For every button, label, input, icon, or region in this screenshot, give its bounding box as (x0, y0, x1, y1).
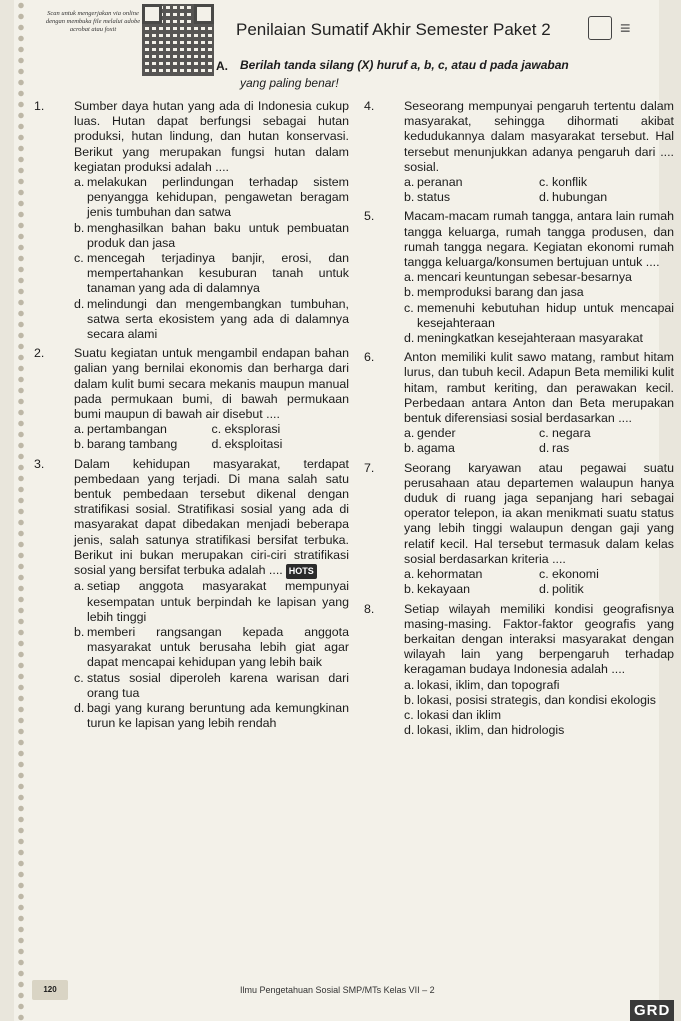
option-c[interactable]: c. konflik (539, 175, 588, 190)
question-text: Dalam kehidupan masyarakat, terdapat pembedaan yang terjadi. Di mana salah satu bentuk pembedaan tersebut dikenal dengan stratifikasi sosial. Stratifikasi sosial yang ada di masyarakat dapat dibedakan menjadi beberapa jenis, salah satunya stratifikasi bersifat terbuka. Berikut ini bukan merupakan ciri-ciri stratifikasi sosial yang bersifat terbuka adalah .... (74, 456, 349, 578)
option-a[interactable]: a. lokasi, iklim, dan topografi (404, 677, 560, 692)
question-6 (364, 350, 674, 456)
option-a[interactable]: a. kehormatan (404, 567, 483, 582)
instruction-line-1: Berilah tanda silang (X) huruf a, b, c, atau d pada jawaban (240, 58, 569, 72)
option-b[interactable]: b. barang tambang (74, 437, 178, 452)
page-title: Penilaian Sumatif Akhir Semester Paket 2 (236, 20, 551, 39)
question-text: Sumber daya hutan yang ada di Indonesia cukup luas. Hutan dapat berfungsi sebagai hutan produksi, hutan lindung, dan hutan konservasi. Berikut yang merupakan fungsi hutan dalam kegiatan produksi adalah .... (74, 99, 349, 174)
qr-caption: Scan untuk mengerjakan via online dengan membuka file melalui adobe acrobat atau foxit (45, 10, 141, 33)
option-a[interactable]: a. gender (404, 426, 456, 441)
page-number: 120 (32, 980, 68, 1000)
option-d[interactable]: d. bagi yang kurang beruntung ada kemungkinan turun ke lapisan yang lebih rendah (74, 700, 349, 731)
question-number: 4. (364, 99, 375, 113)
question-text: Seseorang mempunyai pengaruh tertentu dalam masyarakat, sehingga dihormati akibat kedudukannya dalam masyarakat tersebut. Hal tersebut menunjukkan adanya pengaruh dari .... sosial. (404, 99, 674, 174)
option-b[interactable]: b. lokasi, posisi strategis, dan kondisi ekologis (404, 692, 656, 707)
qr-code-icon[interactable] (142, 4, 214, 76)
question-number: 7. (364, 460, 375, 475)
option-d[interactable]: d. meningkatkan kesejahteraan masyarakat (404, 331, 643, 346)
qr-section (32, 4, 222, 84)
question-text: Seorang karyawan atau pegawai suatu perusahaan atau departemen walaupun hanya duduk di ruang jaga sepanjang hari sebagai operator telepon, ia akan menikmati suatu status yang lebih tinggi walaupun dengan gaji yang relatif kecil. Hal tersebut termasuk dalam kelas sosial berdasarkan kriteria .... (404, 460, 674, 566)
question-text: Suatu kegiatan untuk mengambil endapan bahan galian yang bernilai ekonomis dan berharga dari dalam kulit bumi secara mekanis maupun manual pada permukaan bumi, di bawah permukaan bumi maupun di bawah air disebut .... (74, 346, 349, 422)
question-4 (364, 99, 674, 205)
menu-icon: ≡ (620, 18, 631, 38)
question-number: 6. (364, 350, 375, 365)
worksheet-page (14, 0, 674, 1021)
option-c[interactable]: c. negara (539, 426, 591, 441)
option-b[interactable]: b. memberi rangsangan kepada anggota masyarakat untuk berusaha lebih giat agar dapat mencapai kehidupan yang lebih baik (74, 624, 349, 670)
right-column (364, 99, 674, 738)
question-7 (364, 461, 674, 598)
option-d[interactable]: d. melindungi dan mengembangkan tumbuhan, satwa serta ekosistem yang ada di dalamnya secara alami (74, 296, 349, 342)
question-8 (364, 602, 674, 739)
option-d[interactable]: d. hubungan (539, 190, 608, 205)
left-column (34, 99, 349, 731)
option-b[interactable]: b. status (404, 190, 451, 205)
option-a[interactable]: a. pertambangan (74, 422, 167, 437)
option-c[interactable]: c. lokasi dan iklim (404, 707, 502, 722)
question-number: 1. (34, 99, 45, 113)
question-number: 5. (364, 209, 375, 224)
section-letter: A. (216, 59, 228, 73)
question-number: 2. (34, 346, 45, 361)
option-b[interactable]: b. memproduksi barang dan jasa (404, 285, 584, 300)
question-text: Macam-macam rumah tangga, antara lain rumah tangga keluarga, rumah tangga produsen, dan rumah tangga negara. Kegiatan ekonomi rumah tangga keluarga/konsumen bertujuan untuk .... (404, 209, 674, 270)
instruction-line-2: yang paling benar! (240, 76, 339, 90)
option-c[interactable]: c. status sosial diperoleh karena warisan dari orang tua (74, 670, 349, 700)
title-box-icon (588, 16, 612, 40)
book-title: Ilmu Pengetahuan Sosial SMP/MTs Kelas VII – 2 (240, 985, 435, 995)
question-text: Anton memiliki kulit sawo matang, rambut hitam lurus, dan tubuh kecil. Adapun Beta memiliki kulit hitam, rambut keriting, dan perawakan kecil. Perbedaan antara Anton dan Beta merupakan bentuk diferensiasi sosial berdasarkan .... (404, 350, 674, 426)
option-d[interactable]: d. ras (539, 441, 570, 456)
question-5 (364, 209, 674, 346)
option-c[interactable]: c. mencegah terjadinya banjir, erosi, dan mempertahankan kesuburan tanah untuk tanaman yang ada di dalamnya (74, 251, 349, 296)
question-1 (34, 99, 349, 342)
option-a[interactable]: a. mencari keuntungan sebesar-besarnya (404, 270, 632, 285)
option-b[interactable]: b. agama (404, 441, 455, 456)
option-c[interactable]: c. memenuhi kebutuhan hidup untuk mencapai kesejahteraan (404, 300, 674, 330)
option-d[interactable]: d. eksploitasi (211, 437, 283, 452)
option-b[interactable]: b. kekayaan (404, 582, 471, 597)
question-3 (34, 457, 349, 732)
option-a[interactable]: a. setiap anggota masyarakat mempunyai kesempatan untuk berpindah ke lapisan yang lebih tinggi (74, 579, 349, 624)
question-text: Setiap wilayah memiliki kondisi geografisnya masing-masing. Faktor-faktor geografis yang berkaitan dengan interaksi masyarakat dengan wilayah lain yang berpengaruh terhadap keragaman budaya Indonesia adalah .... (404, 601, 674, 677)
option-d[interactable]: d. lokasi, iklim, dan hidrologis (404, 723, 565, 738)
question-2 (34, 346, 349, 452)
option-c[interactable]: c. eksplorasi (211, 422, 281, 437)
publisher-mark: GRD (630, 1000, 674, 1021)
option-a[interactable]: a. melakukan perlindungan terhadap sistem penyangga kehidupan, pengawetan beragam jenis tumbuhan dan satwa (74, 175, 349, 220)
option-a[interactable]: a. peranan (404, 175, 463, 190)
binding-holes-left (16, 0, 26, 1021)
option-d[interactable]: d. politik (539, 582, 584, 597)
option-c[interactable]: c. ekonomi (539, 567, 599, 582)
question-number: 3. (34, 456, 45, 471)
question-number: 8. (364, 601, 375, 616)
option-b[interactable]: b. menghasilkan bahan baku untuk pembuatan produk dan jasa (74, 220, 349, 250)
hots-badge: HOTS (286, 564, 317, 579)
